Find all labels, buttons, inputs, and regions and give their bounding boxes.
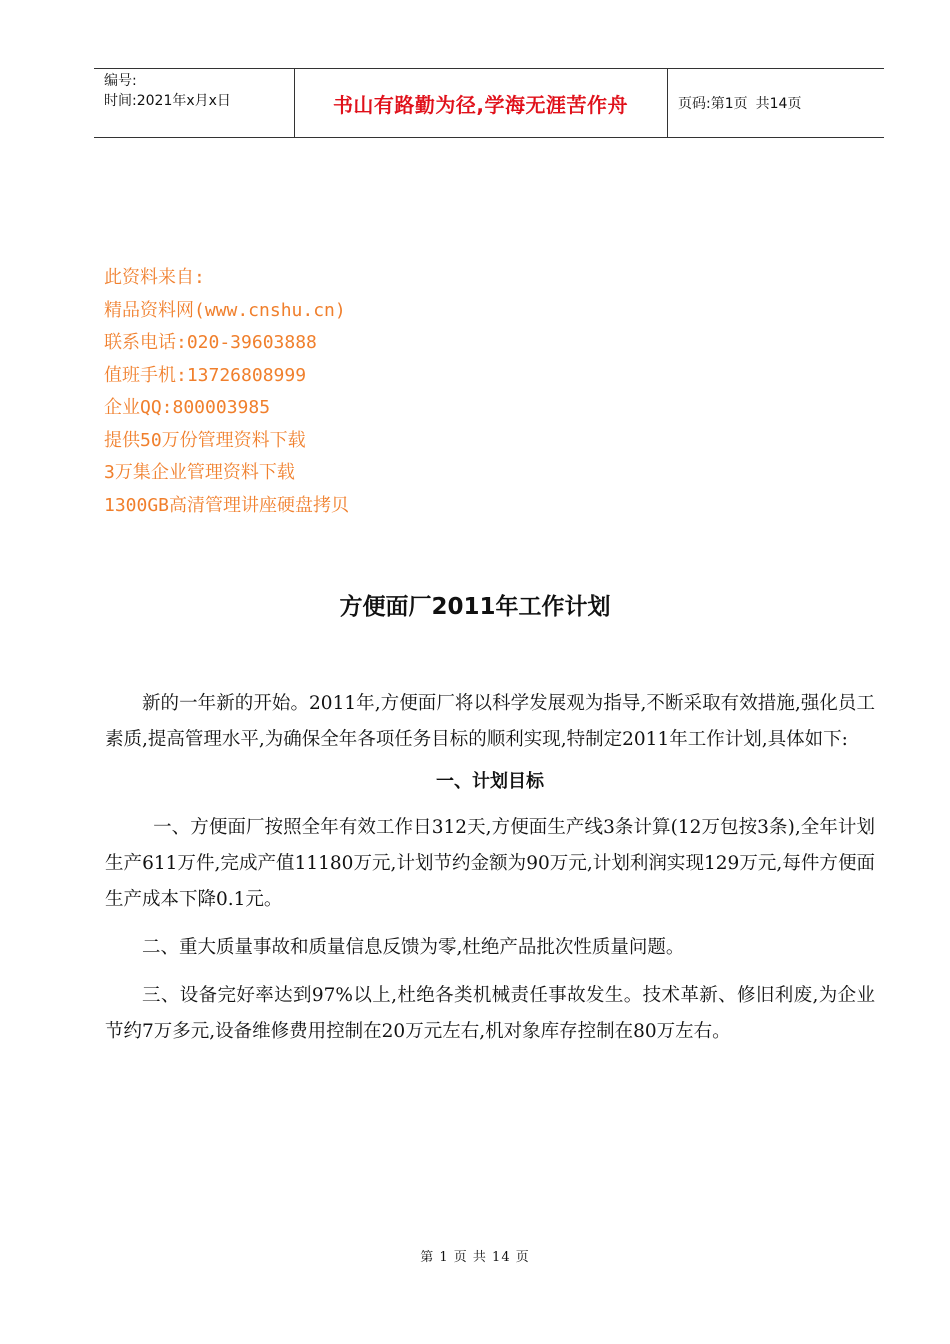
header-page-info	[678, 69, 809, 137]
page-header	[94, 68, 884, 138]
goal-item: 三、设备完好率达到97%以上,杜绝各类机械责任事故发生。技术革新、修旧利废,为企业节约7万多元,设备维修费用控制在20万元左右,机对象库存控制在80万左右。	[105, 985, 875, 1042]
header-number-label: 编号:	[104, 73, 137, 89]
header-total-label: 共14页	[755, 96, 802, 112]
promo-line: 提供50万份管理资料下载	[104, 429, 306, 451]
page-footer: 第 1 页 共 14 页	[420, 1250, 530, 1265]
document-title: 方便面厂2011年工作计划	[339, 594, 611, 620]
promo-line: 值班手机:13726808999	[104, 364, 307, 386]
header-meta	[104, 71, 231, 111]
goal-item: 一、方便面厂按照全年有效工作日312天,方便面生产线3条计算(12万包按3条),全年计划生产611万件,完成产值11180万元,计划节约金额为90万元,计划利润实现129万元,每件方便面生产成本下降0.1元。	[105, 817, 875, 910]
promo-block	[104, 262, 349, 522]
header-motto: 书山有路勤为径,学海无涯苦作舟	[332, 92, 629, 117]
promo-line: 企业QQ:800003985	[104, 397, 271, 418]
goal-item: 二、重大质量事故和质量信息反馈为零,杜绝产品批次性质量问题。	[142, 937, 685, 958]
section-heading: 一、计划目标	[436, 771, 544, 792]
header-divider	[667, 69, 668, 137]
promo-line: 3万集企业管理资料下载	[104, 462, 295, 483]
promo-line: 联系电话:020-39603888	[104, 332, 317, 353]
promo-line: 精品资料网(www.cnshu.cn)	[104, 299, 346, 321]
intro-paragraph: 新的一年新的开始。2011年,方便面厂将以科学发展观为指导,不断采取有效措施,强化员工素质,提高管理水平,为确保全年各项任务目标的顺利实现,特制定2011年工作计划,具体如下:	[105, 693, 875, 750]
header-time-label: 时间:2021年x月x日	[104, 93, 231, 109]
promo-line: 1300GB高清管理讲座硬盘拷贝	[104, 494, 350, 516]
document-body	[105, 686, 875, 1050]
header-page-label: 页码:第1页	[678, 96, 748, 112]
promo-line: 此资料来自:	[104, 267, 205, 288]
